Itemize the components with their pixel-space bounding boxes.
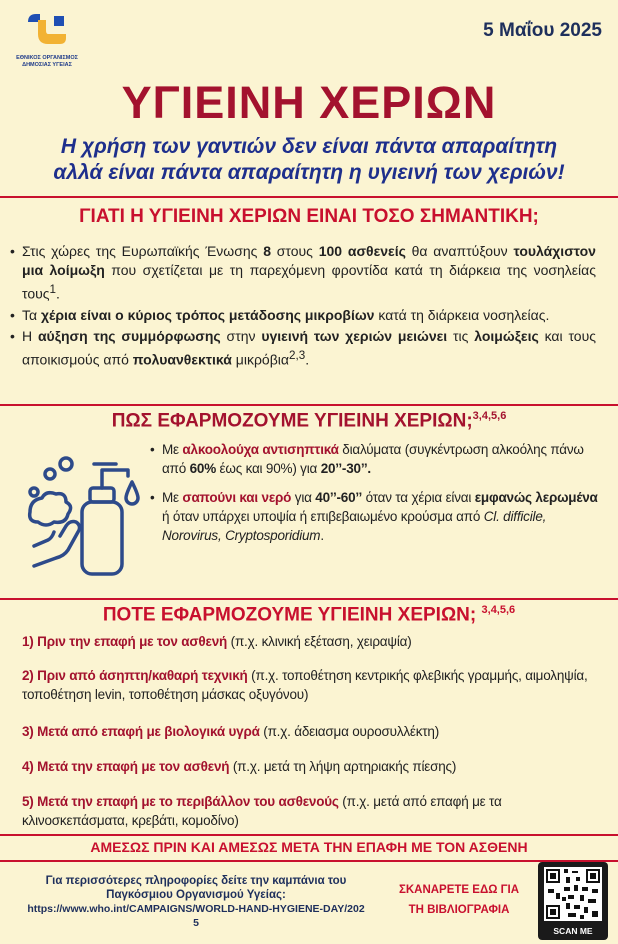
divider: [0, 598, 618, 600]
how-bullet-alcohol: • Με αλκοολούχα αντισηπτικά διαλύματα (συγκέντρωση αλκοόλης πάνω από 60% έως και 90%) για 20’’-30’’.: [150, 440, 600, 478]
subtitle: [0, 134, 618, 186]
when-item-3: 3) Μετά από επαφή με βιολογικά υγρά (π.χ. άδειασμα ουροσυλλέκτη): [22, 724, 440, 739]
when-item-1: 1) Πριν την επαφή με τον ασθενή (π.χ. κλινική εξέταση, χειραψία): [22, 634, 412, 649]
scan-instruction: [392, 880, 526, 920]
date: 5 Μαΐου 2025: [483, 20, 602, 41]
handwash-icon: [20, 446, 150, 586]
qr-pattern-icon: [544, 867, 602, 921]
eody-logo-icon: [24, 12, 70, 52]
why-bullet-1: • Στις χώρες της Ευρωπαϊκής Ένωσης 8 στους 100 ασθενείς θα αναπτύξουν τουλάχιστον μια λοίμωξη που σχετίζεται με τη παρεχόμενη φροντίδα κατά τη διάρκεια της νοσηλείας τους$^1$.: [10, 242, 596, 304]
divider: [0, 860, 618, 862]
qr-label: SCAN ME: [553, 926, 593, 936]
how-bullet-soap: • Με σαπούνι και νερό για 40’’-60’’ όταν τα χέρια είναι εμφανώς λερωμένα ή όταν υπάρχει υποψία ή επιβεβαιωμένο κρούσμα από Cl. difficile, Norovirus, Cryptosporidium.: [150, 488, 600, 545]
page-title: ΥΓΙΕΙΝΗ ΧΕΡΙΩΝ: [121, 77, 497, 128]
subtitle-line2: αλλά είναι πάντα απαραίτητη η υγιεινή των χεριών!: [53, 161, 565, 184]
how-heading: ΠΩΣ ΕΦΑΡΜΟΖΟΥΜΕ ΥΓΙΕΙΝΗ ΧΕΡΙΩΝ;$^{3,4,5,6}$: [111, 410, 507, 432]
more-info-line1: Για περισσότερες πληροφορίες δείτε την καμπάνια του: [45, 875, 347, 887]
divider: [0, 834, 618, 836]
handwash-illustration: [20, 446, 150, 586]
bottom-banner: ΑΜΕΣΩΣ ΠΡΙΝ ΚΑΙ ΑΜΕΣΩΣ ΜΕΤΑ ΤΗΝ ΕΠΑΦΗ ΜΕ ΤΟΝ ΑΣΘΕΝΗ: [90, 839, 528, 855]
divider: [0, 404, 618, 406]
when-item-5: 5) Μετά την επαφή με το περιβάλλον του ασθενούς (π.χ. μετά από επαφή με τα κλινοσκεπάσματα, κρεβάτι, κομοδίνο): [22, 794, 502, 828]
qr-code[interactable]: [538, 862, 608, 940]
eody-logo: [16, 12, 78, 68]
when-item-4: 4) Μετά την επαφή με τον ασθενή (π.χ. μετά τη λήψη αρτηριακής πίεσης): [22, 759, 457, 774]
org-name-line1: ΕΘΝΙΚΟΣ ΟΡΓΑΝΙΣΜΟΣ: [16, 55, 78, 61]
how-section: [150, 440, 600, 555]
qr-grid: [544, 867, 602, 921]
divider: [0, 196, 618, 198]
when-heading: ΠΟΤΕ ΕΦΑΡΜΟΖΟΥΜΕ ΥΓΙΕΙΝΗ ΧΕΡΙΩΝ; $^{3,4,5,6}$: [102, 604, 516, 626]
org-name-line2: ΔΗΜΟΣΙΑΣ ΥΓΕΙΑΣ: [22, 61, 72, 68]
when-item-2: 2) Πριν από άσηπτη/καθαρή τεχνική (π.χ. τοποθέτηση κεντρικής φλεβικής γραμμής, αιμοληψία, τοποθέτηση levin, τοποθέτηση μάσκας οξυγόνου): [22, 668, 588, 702]
why-section: [10, 242, 596, 371]
scan-line2: ΤΗ ΒΙΒΛΙΟΓΡΑΦΙΑ: [408, 904, 510, 916]
who-campaign-link[interactable]: https://www.who.int/CAMPAIGNS/WORLD-HAND-HYGIENE-DAY/2025: [27, 903, 365, 929]
scan-line1: ΣΚΑΝΑΡΕΤΕ ΕΔΩ ΓΙΑ: [398, 884, 520, 896]
more-info: [2, 874, 390, 930]
why-bullet-2: • Τα χέρια είναι ο κύριος τρόπος μετάδοσης μικροβίων κατά τη διάρκεια νοσηλείας.: [10, 306, 596, 325]
subtitle-line1: Η χρήση των γαντιών δεν είναι πάντα απαραίτητη: [60, 135, 558, 158]
why-bullet-3: • Η αύξηση της συμμόρφωσης στην υγιεινή των χεριών μειώνει τις λοιμώξεις και τους αποικισμούς από πολυανθεκτικά μικρόβια$^{2,3}$.: [10, 327, 596, 370]
org-name: [16, 55, 78, 68]
why-heading: ΓΙΑΤΙ Η ΥΓΙΕΙΝΗ ΧΕΡΙΩΝ ΕΙΝΑΙ ΤΟΣΟ ΣΗΜΑΝΤΙΚΗ;: [79, 206, 539, 227]
more-info-line2: Παγκόσμιου Οργανισμού Υγείας:: [106, 889, 286, 901]
